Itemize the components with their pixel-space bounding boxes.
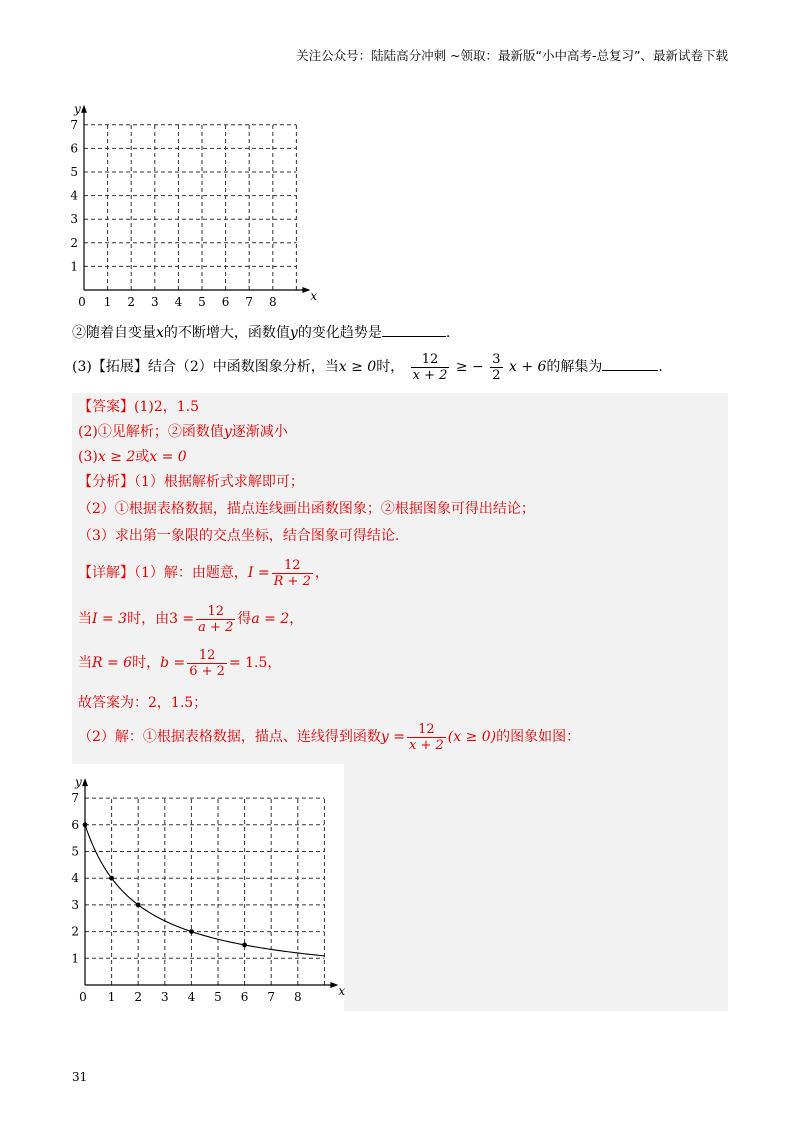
detail-5-den: x + 2	[409, 737, 444, 753]
answer-blank-2	[602, 357, 658, 371]
x-tick-label: 8	[293, 990, 302, 1004]
q3-comma: 时，	[376, 359, 405, 375]
x-tick-label: 4	[174, 295, 183, 309]
question-3	[72, 350, 663, 384]
detail-2-den: a + 2	[198, 619, 234, 635]
q2b-text-c: 的变化趋势是	[297, 325, 382, 341]
detail-5-d: 的图象如图：	[496, 729, 581, 745]
answer-line-2	[78, 422, 288, 442]
detail-5-b: y =	[380, 729, 405, 745]
detail-2-c: 时，由	[127, 611, 170, 627]
x-tick-label: 3	[160, 990, 169, 1004]
function-grid-lines	[71, 775, 345, 1004]
answer-line-2-a: (2)①见解析；②函数值	[78, 424, 224, 440]
q3-end: .	[658, 359, 663, 375]
y-tick-label: 4	[71, 871, 79, 886]
x-axis-label: x	[310, 289, 318, 303]
detail-3-e: = 1.5	[228, 655, 268, 671]
detail-line-3	[78, 646, 281, 680]
detail-3-num: 12	[198, 647, 216, 663]
q3-frac2-den: 2	[492, 367, 501, 383]
y-tick-label: 1	[70, 259, 78, 274]
data-point	[136, 903, 141, 908]
detail-2-fraction	[196, 604, 235, 635]
x-axis-arrow	[302, 287, 310, 293]
detail-line-2	[78, 602, 303, 636]
q3-rest: x + 6	[508, 359, 547, 375]
analysis-label: 【分析】	[78, 474, 134, 490]
y-tick-label: 1	[71, 951, 79, 966]
detail-5-fraction	[407, 722, 446, 753]
detail-line-5	[78, 720, 580, 754]
x-tick-label: 1	[103, 295, 112, 309]
x-tick-label: 5	[198, 295, 206, 309]
q3-fraction-2	[490, 352, 502, 383]
x-tick-label: 2	[127, 295, 136, 309]
detail-1-end: ，	[314, 565, 329, 581]
detail-3-b: R = 6	[92, 655, 133, 671]
y-tick-label: 6	[71, 817, 79, 832]
analysis-line-2: （2）①根据表格数据，描点连线画出函数图象；②根据图象可得出结论；	[78, 501, 535, 517]
analysis-text-1: （1）根据解析式求解即可；	[134, 474, 304, 490]
detail-5-a: （2）解：①根据表格数据，描点、连线得到函数	[78, 729, 381, 745]
detail-line-4: 故答案为：2，1.5；	[78, 695, 208, 711]
q2b-var-x: x	[156, 325, 164, 341]
q3-ge: ≥ −	[455, 359, 484, 375]
x-tick-label: 7	[245, 295, 254, 309]
q3-fraction-1	[411, 352, 450, 383]
origin-label: 0	[78, 295, 86, 309]
detail-2-g: ，	[289, 611, 304, 627]
q2b-text-a: ②随着自变量	[72, 325, 156, 341]
answer-line-3	[78, 447, 187, 467]
q3-frac1-den: x + 2	[412, 367, 448, 383]
x-tick-label: 8	[268, 295, 277, 309]
x-tick-label: 5	[214, 990, 222, 1004]
detail-2-f: a = 2	[251, 611, 290, 627]
page-number: 31	[72, 1070, 88, 1084]
q2b-var-y: y	[289, 325, 298, 341]
detail-2-num: 12	[207, 603, 225, 619]
y-tick-label: 7	[70, 117, 78, 132]
answer-line-3-b: x ≥ 2	[97, 449, 136, 465]
detail-3-den: 6 + 2	[189, 663, 225, 679]
answer-line-3-a: (3)	[78, 449, 98, 465]
answer-blank	[382, 323, 446, 337]
detail-2-a: 当	[78, 611, 92, 627]
x-tick-label: 3	[150, 295, 159, 309]
y-tick-label: 7	[71, 791, 79, 806]
y-axis-label: y	[74, 101, 81, 116]
y-tick-label: 3	[70, 212, 78, 227]
x-axis-arrow	[330, 982, 338, 988]
answer-line-2-b: 逐渐减小	[231, 424, 288, 440]
q3-frac1-num: 12	[421, 351, 439, 367]
data-point	[109, 876, 114, 881]
q3-suffix: 的解集为	[546, 359, 603, 375]
question-2-part-2	[72, 323, 450, 343]
detail-line-1	[78, 556, 329, 590]
q2b-text-b: 的不断增大，函数值	[163, 325, 290, 341]
detail-3-c: 时，	[132, 655, 161, 671]
answer-line-1	[78, 397, 199, 417]
y-tick-label: 4	[70, 188, 78, 203]
y-axis-arrow	[81, 105, 87, 113]
detail-3-fraction	[187, 648, 227, 679]
y-axis-arrow	[82, 778, 88, 786]
function-graph-chart	[64, 762, 354, 1008]
detail-2-b: I = 3	[92, 611, 128, 627]
empty-grid-chart	[64, 90, 324, 312]
y-tick-label: 5	[71, 844, 79, 859]
detail-3-a: 当	[78, 655, 92, 671]
detail-label: 【详解】	[78, 565, 134, 581]
answer-line-1-text: (1)2，1.5	[134, 399, 200, 415]
q3-prefix: (3)【拓展】结合（2）中函数图象分析，当	[72, 359, 339, 375]
detail-5-num: 12	[418, 721, 435, 737]
y-tick-label: 2	[71, 924, 79, 939]
detail-3-f: ，	[267, 655, 282, 671]
answer-line-3-d: x = 0	[149, 449, 187, 465]
y-tick-label: 6	[70, 141, 78, 156]
empty-grid-lines	[70, 102, 317, 309]
detail-1-I: I =	[247, 565, 270, 581]
x-axis-label: x	[338, 984, 346, 998]
analysis-line-3: （3）求出第一象限的交点坐标，结合图象可得结论.	[78, 528, 400, 544]
q3-frac2-num: 3	[492, 351, 501, 367]
x-tick-label: 2	[134, 990, 143, 1004]
data-point	[189, 929, 194, 934]
q3-condition: x ≥ 0	[338, 359, 377, 375]
analysis-line-1	[78, 472, 304, 492]
origin-label: 0	[79, 990, 87, 1004]
y-tick-label: 3	[71, 897, 79, 912]
x-tick-label: 6	[240, 990, 249, 1004]
y-tick-label: 5	[70, 165, 78, 179]
detail-3-d: b =	[160, 655, 186, 671]
data-point	[83, 822, 88, 827]
q2b-end: .	[445, 325, 451, 341]
detail-5-c: (x ≥ 0)	[447, 729, 497, 745]
page-header: 关注公众号：陆陆高分冲刺 ~领取：最新版“小中高考-总复习”、最新试卷下载	[296, 48, 728, 63]
answer-line-3-c: 或	[135, 449, 150, 465]
answer-label: 【答案】	[78, 399, 134, 415]
detail-2-d: 3 =	[169, 611, 195, 627]
detail-1-den: R + 2	[273, 573, 311, 589]
x-tick-label: 4	[187, 990, 196, 1004]
data-point	[242, 943, 247, 948]
answer-line-2-y: y	[223, 424, 232, 440]
function-curve-group	[83, 822, 325, 956]
detail-1-fraction	[272, 558, 313, 589]
function-curve	[85, 825, 324, 956]
detail-2-e: 得	[237, 611, 252, 627]
y-tick-label: 2	[70, 235, 78, 250]
x-tick-label: 1	[107, 990, 116, 1004]
detail-1-num: 12	[283, 557, 301, 573]
detail-1-a: （1）解：由题意，	[134, 565, 248, 581]
x-tick-label: 6	[221, 295, 230, 309]
y-axis-label: y	[75, 775, 82, 790]
x-tick-label: 7	[267, 990, 276, 1004]
